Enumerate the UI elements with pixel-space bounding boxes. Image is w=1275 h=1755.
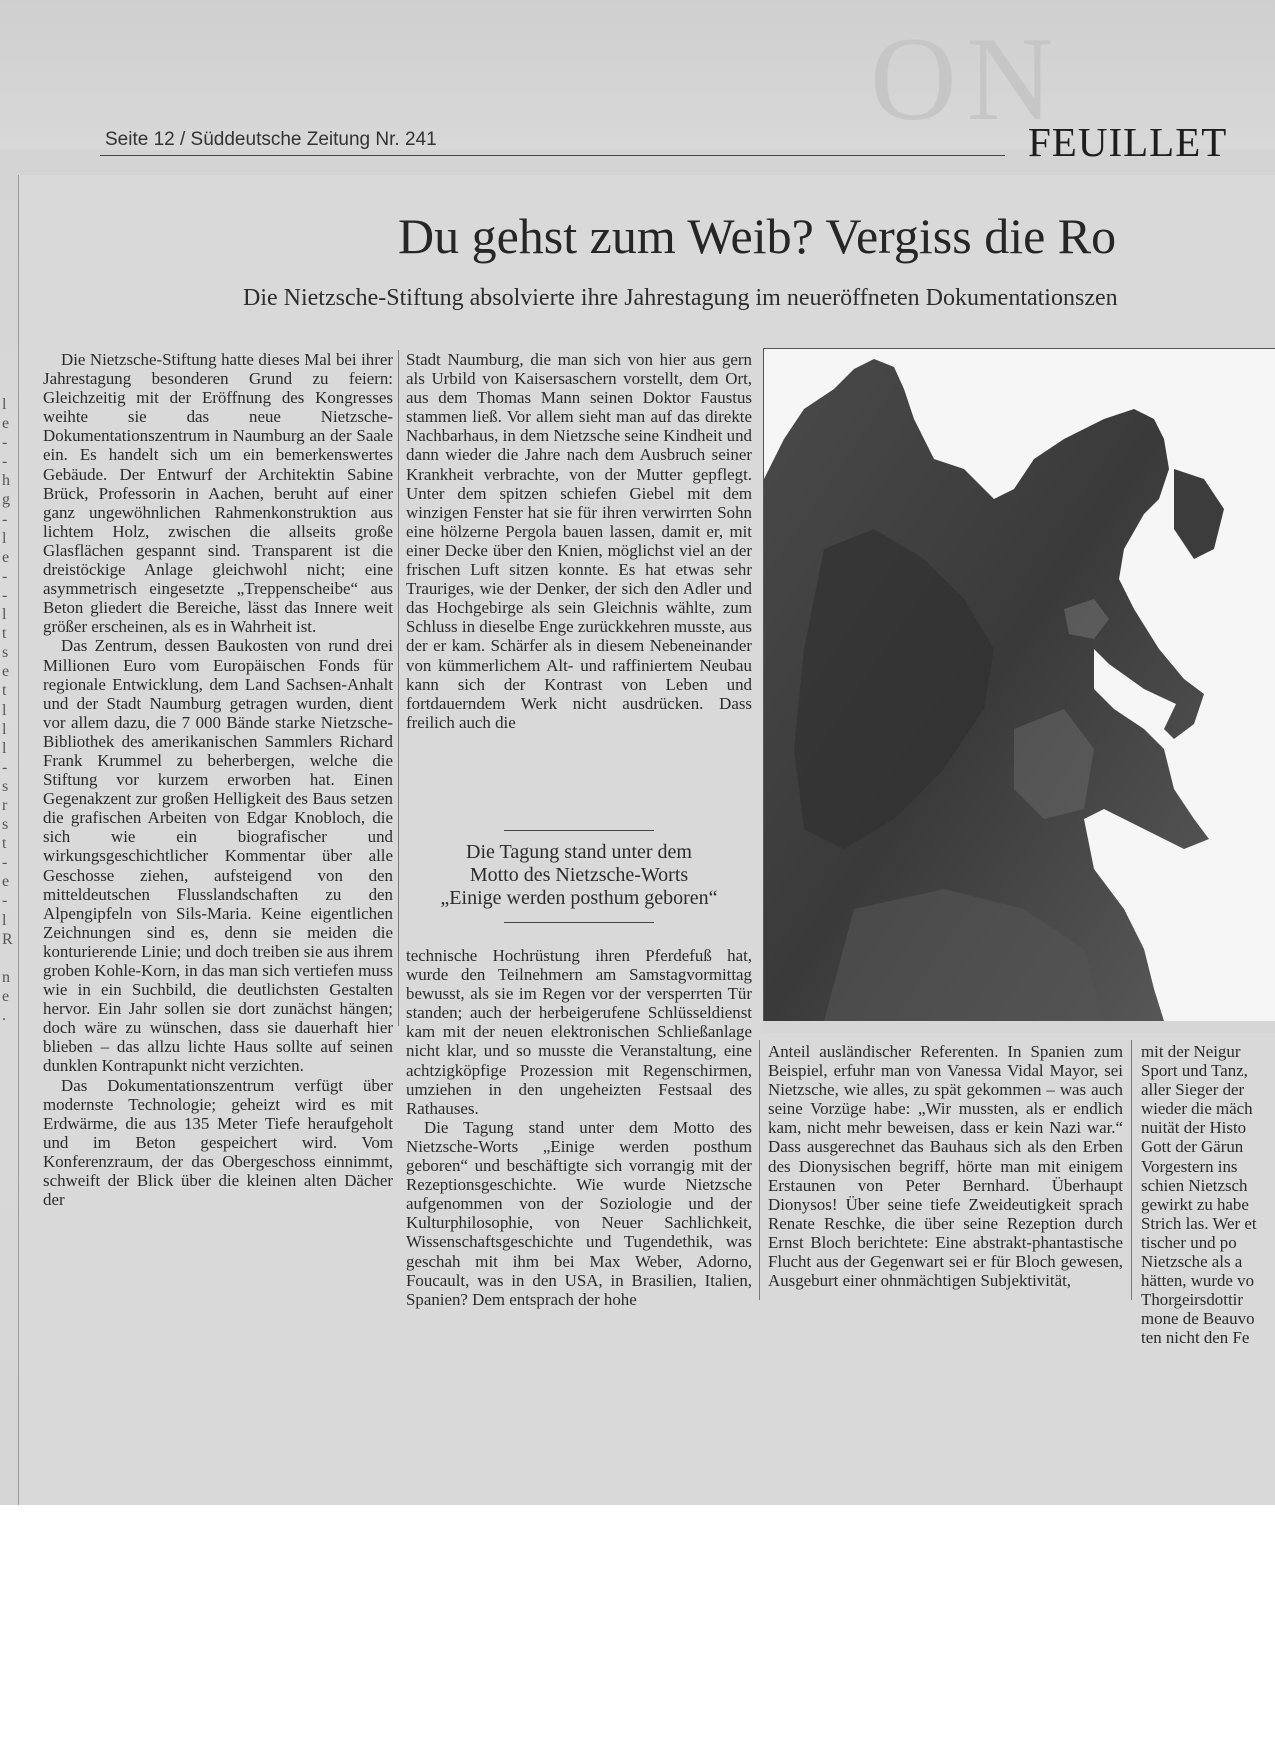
margin-char: e bbox=[2, 987, 10, 1005]
margin-char: - bbox=[2, 892, 8, 910]
margin-char: l bbox=[2, 739, 7, 757]
statue-silhouette bbox=[764, 349, 1275, 1021]
pull-quote-line: Die Tagung stand unter dem bbox=[466, 841, 692, 863]
paragraph: Die Tagung stand unter dem Motto des Nietzsche-Worts „Einige werden posthum geboren“ und beschäftigte sich vorrangig mit der Rezeptionsgeschichte. Wie wurde Nietzsche aufgenommen von der Soziologie und der Kulturphilosophie, von Neuer Sachlichkeit, Wissenschaftsgeschichte und Tugendethik, was geschah mit ihm bei Max Weber, Adorno, Foucault, was in den USA, in Brasilien, Italien, Spanien? Dem entsprach der hohe bbox=[406, 1117, 752, 1309]
margin-char: R bbox=[2, 930, 13, 948]
margin-char: - bbox=[2, 434, 8, 452]
margin-char: r bbox=[2, 796, 8, 814]
article-headline: Du gehst zum Weib? Vergiss die Ro bbox=[398, 208, 1117, 264]
margin-char: - bbox=[2, 586, 8, 604]
margin-char: l bbox=[2, 606, 7, 624]
margin-char: n bbox=[2, 968, 10, 986]
equestrian-statue-photo bbox=[763, 348, 1275, 1022]
column-2-top bbox=[406, 350, 752, 732]
column-4-cut-off bbox=[1141, 1042, 1275, 1348]
margin-char: e bbox=[2, 663, 10, 681]
cut-off-line: hätten, wurde vo bbox=[1141, 1271, 1255, 1291]
section-title: FEUILLET bbox=[1028, 119, 1228, 165]
cut-off-line: ten nicht den Fe bbox=[1141, 1328, 1250, 1348]
column-3 bbox=[768, 1042, 1123, 1290]
cut-off-line: tischer und po bbox=[1141, 1232, 1237, 1252]
margin-char: e bbox=[2, 415, 10, 433]
paragraph: Das Dokumentationszentrum verfügt über modernste Technologie; geheizt wird es mit Erdwärme, die aus 135 Meter Tiefe heraufgeholt und im Beton gespeichert wird. Vom Konferenzraum, der das Obergeschoss einnimmt, schweift der Blick über die kleinen alten Dächer der bbox=[43, 1075, 393, 1210]
cut-off-line: aller Sieger der bbox=[1141, 1080, 1245, 1100]
margin-char: - bbox=[2, 758, 8, 776]
bleed-through-glyph: ON bbox=[870, 12, 1064, 145]
cut-off-line: Vorgestern ins bbox=[1141, 1156, 1238, 1176]
cut-off-line: mit der Neigur bbox=[1141, 1042, 1241, 1061]
margin-char bbox=[2, 949, 14, 968]
header-rule bbox=[100, 155, 1005, 156]
margin-char: t bbox=[2, 835, 7, 853]
margin-char: h bbox=[2, 472, 10, 490]
margin-char: . bbox=[2, 1007, 6, 1024]
margin-char: - bbox=[2, 567, 8, 585]
cut-off-line: mone de Beauvo bbox=[1141, 1309, 1255, 1329]
paragraph: Anteil ausländischer Referenten. In Spanien zum Beispiel, erfuhr man von Vanessa Vidal Mayor, sei Nietzsche, wie alles, zu spät gekommen – was auch seine Vorzüge habe: „Wir mussten, als er endlich kam, nicht mehr beweisen, dass er kein Nazi war.“ Dass ausgerechnet das Bauhaus sich als den Erben des Dionysischen begriff, hörte man mit einigem Erstaunen von Peter Bernhard. Überhaupt Dionysos! Über seine tiefe Zweideutigkeit sprach Renate Reschke, die über seine Rezeption durch Ernst Bloch berichtete: Eine abstrakt-phantastische Flucht aus der Gegenwart sei er für Bloch gewesen, Ausgeburt einer ohnmächtigen Subjektivität, bbox=[768, 1042, 1123, 1291]
cut-off-line: wieder die mäch bbox=[1141, 1099, 1253, 1119]
pull-quote-line: Motto des Nietzsche-Worts bbox=[469, 864, 689, 886]
cut-off-line: Strich las. Wer et bbox=[1141, 1213, 1257, 1233]
margin-char: e bbox=[2, 548, 10, 566]
margin-char: l bbox=[2, 701, 7, 719]
paragraph: Stadt Naumburg, die man sich von hier aus gern als Urbild von Kaisersaschern vorstellt, dem Ort, aus dem Thomas Mann seinen Doktor Faustus stammen ließ. Vor allem sieht man auf das direkte Nachbarhaus, in dem Nietzsche seine Kindheit und dann wieder die Jahre nach dem Ausbruch seiner Krankheit verbrachte, von der Mutter gepflegt. Unter dem spitzen schiefen Giebel mit dem winzigen Fenster hat sie für ihren verwirrten Sohn eine hölzerne Pergola bauen lassen, damit er, mit einer Decke über den Knien, möglichst viel an der frischen Luft sitzen konnte. Es hat etwas sehr Trauriges, wie der Denker, der sich den Adler und das Hochgebirge als sein Gleichnis wählte, zum Schluss in dieselbe Enge zurückkehren musste, aus der er kam. Schärfer als in diesem Nebeneinander von kümmerlichem Alt- und raffiniertem Neubau kann sich der Kontrast von Leben und fortdauerndem Werk nicht ausdrücken. Dass freilich auch die bbox=[406, 350, 752, 732]
pull-quote-line: „Einige werden posthum geboren“ bbox=[440, 887, 718, 909]
paragraph: technische Hochrüstung ihren Pferdefuß hat, wurde den Teilnehmern am Samstagvormittag bewusst, als sie im Regen vor der versperrten Tür standen; auch der herbeigerufene Schlüsseldienst kam mit der neuen elektronischen Schließanlage nicht klar, und so musste die Veranstaltung, eine achtzigköpfige Prozession mit Regenschirmen, umziehen in den ungeheizten Festsaal des Rathauses. bbox=[406, 946, 752, 1118]
cut-off-line: Sport und Tanz, bbox=[1141, 1061, 1248, 1081]
cut-off-line: Gott der Gärun bbox=[1141, 1137, 1244, 1157]
margin-char: g bbox=[2, 491, 10, 509]
cut-off-left-column bbox=[2, 395, 14, 1025]
margin-char: s bbox=[2, 816, 9, 834]
cut-off-line: gewirkt zu habe bbox=[1141, 1194, 1249, 1214]
margin-char: l bbox=[2, 911, 7, 929]
cut-off-line: schien Nietzsch bbox=[1141, 1175, 1248, 1195]
pull-quote-rule-bottom bbox=[504, 922, 654, 923]
cut-off-line: nuität der Histo bbox=[1141, 1118, 1247, 1138]
margin-char: - bbox=[2, 854, 8, 872]
margin-char: e bbox=[2, 873, 10, 891]
paragraph: Die Nietzsche-Stiftung hatte dieses Mal bei ihrer Jahrestagung besonderen Grund zu feiern: Gleichzeitig mit der Eröffnung des Kongresses weihte sie das neue Nietzsche-Dokumentationszentrum in Naumburg an der Saale ein. Es handelt sich um ein bemerkenswertes Gebäude. Der Entwurf der Architektin Sabine Brück, Professorin in Aachen, beruht auf einer ganz ungewöhnlichen Rahmenkonstruktion aus lichtem Holz, zwischen die allseits große Glasflächen gespannt sind. Transparent ist die dreistöckige Anlage gleichwohl nicht; eine asymmetrisch eingesetzte „Treppenscheibe“ aus Beton gliedert die Bereiche, lässt das Innere weit größer erscheinen, als es in Wahrheit ist. bbox=[43, 350, 393, 637]
margin-char: l bbox=[2, 720, 7, 738]
margin-char: s bbox=[2, 777, 9, 795]
pull-quote-text bbox=[418, 831, 740, 922]
margin-char: - bbox=[2, 453, 8, 471]
column-rule bbox=[759, 1040, 760, 1300]
margin-char: t bbox=[2, 682, 7, 700]
page-header-left: Seite 12 / Süddeutsche Zeitung Nr. 241 bbox=[105, 129, 437, 150]
cut-off-line: Thorgeirsdottir bbox=[1141, 1290, 1243, 1310]
margin-char: l bbox=[2, 529, 7, 547]
margin-char: - bbox=[2, 510, 8, 528]
column-rule bbox=[1131, 1040, 1132, 1300]
column-2-bottom bbox=[406, 946, 752, 1309]
column-1 bbox=[43, 350, 393, 1209]
margin-char: l bbox=[2, 396, 7, 413]
margin-char: t bbox=[2, 625, 7, 643]
paragraph: Das Zentrum, dessen Baukosten von rund drei Millionen Euro vom Europäischen Fonds für regionale Entwicklung, dem Land Sachsen-Anhalt und der Stadt Naumburg getragen wurden, dient vor allem dazu, die 7 000 Bände starke Nietzsche-Bibliothek des amerikanischen Sammlers Richard Frank Krummel zu beherbergen, welche die Stiftung vor kurzem erworben hat. Einen Gegenakzent zur großen Helligkeit des Baus setzen die grafischen Arbeiten von Edgar Knobloch, die sich wie ein biografischer und wirkungsgeschichtlicher Kommentar über alle Geschosse ziehen, aufsteigend von den mitteldeutschen Flusslandschaften zu den Alpengipfeln von Sils-Maria. Keine eigentlichen Zeichnungen sind es, denn sie meiden die konturierende Linie; und doch treiben sie aus ihrem groben Kohle-Korn, in das man sich vertiefen muss wie in ein Suchbild, die deutlichsten Gestalten hervor. Ein Jahr sollen sie dort zunächst hängen; doch wäre zu wünschen, dass sie dauerhaft hier blieben – das allzu lichte Haus sollte auf seinen dunklen Kontrapunkt nicht verzichten. bbox=[43, 636, 393, 1076]
margin-char: s bbox=[2, 644, 9, 662]
pull-quote bbox=[418, 830, 740, 923]
column-rule bbox=[398, 350, 399, 1026]
article-subheadline: Die Nietzsche-Stiftung absolvierte ihre Jahrestagung im neueröffneten Dokumentationszen bbox=[243, 285, 1118, 311]
cut-off-line: Nietzsche als a bbox=[1141, 1252, 1243, 1272]
photo-bottom-band bbox=[763, 1021, 1275, 1033]
